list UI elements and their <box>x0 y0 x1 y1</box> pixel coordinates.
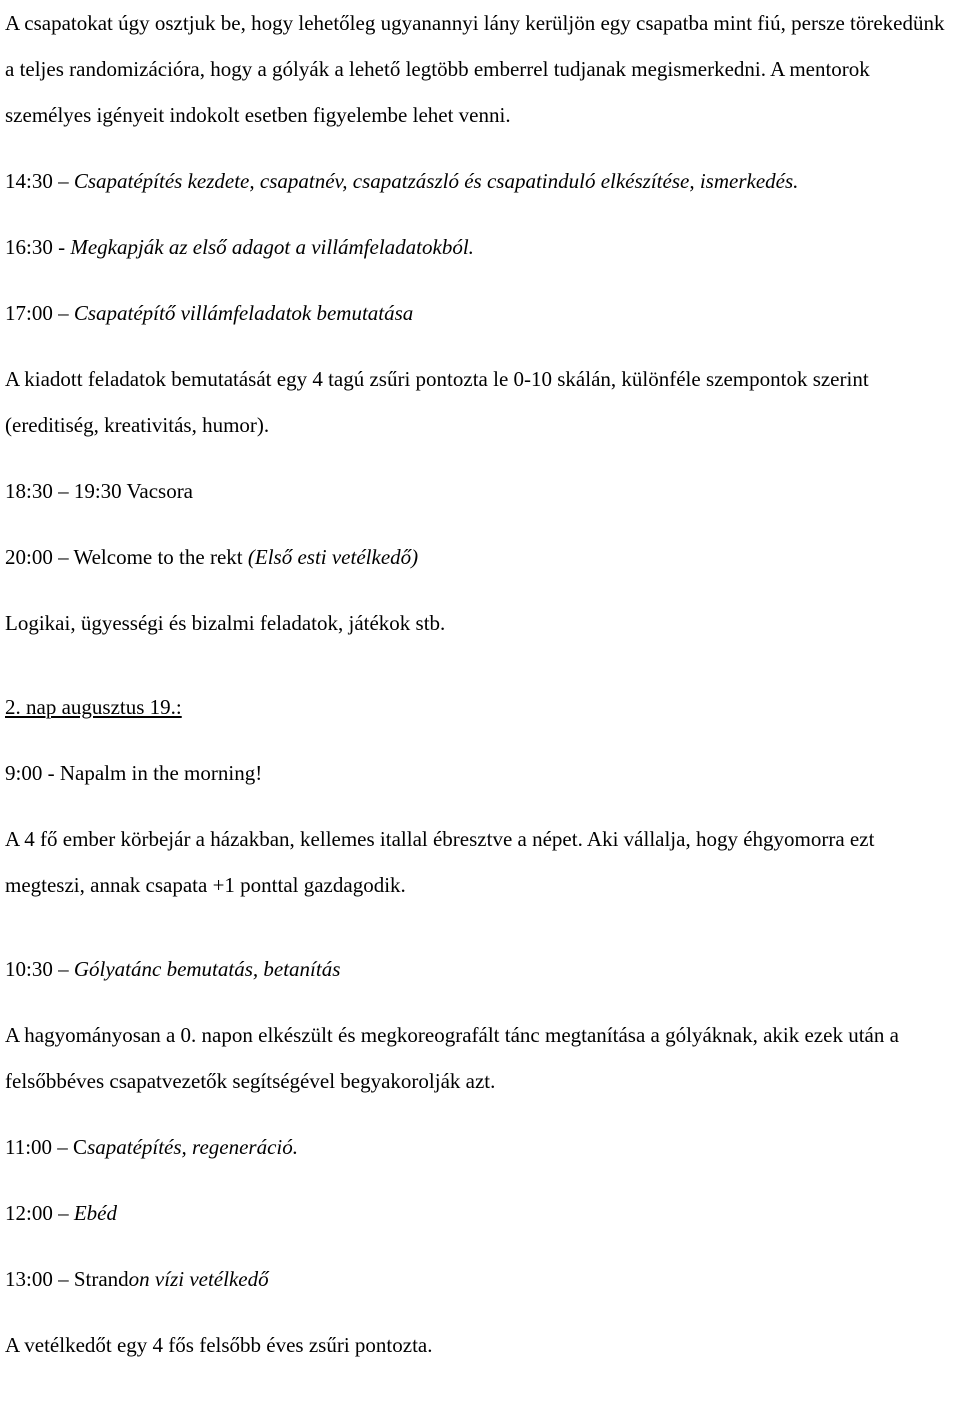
time-1700: 17:00 – <box>5 301 74 325</box>
welcome-time: 20:00 – Welcome to the rekt <box>5 545 248 569</box>
dance-time: 10:30 – <box>5 957 74 981</box>
judging-paragraph: A kiadott feladatok bemutatását egy 4 tagú zsűri pontozta le 0-10 skálán, különféle szempontok szerint (ereditiség, kreativitás, humor). <box>5 367 869 437</box>
lunch-time: 12:00 – <box>5 1201 74 1225</box>
napalm-line: 9:00 - Napalm in the morning! <box>5 761 263 785</box>
dance-title: Gólyatánc bemutatás, betanítás <box>73 957 341 981</box>
schedule-item-1630 <box>5 224 955 270</box>
intro-paragraph: A csapatokat úgy osztjuk be, hogy lehetőleg ugyanannyi lány kerüljön egy csapatba mint fiú, persze törekedünk a teljes randomizációra, hogy a gólyák a lehető legtöbb emberrel tudjanak megismerkedni. A mentorok személyes igényeit indokolt esetben figyelembe lehet venni. <box>5 11 945 127</box>
activity-1700: Csapatépítő villámfeladatok bemutatása <box>73 301 414 325</box>
beach-description: A vetélkedőt egy 4 fős felsőbb éves zsűri pontozta. <box>5 1333 433 1357</box>
activity-1430: Csapatépítés kezdete, csapatnév, csapatzászló és csapatinduló elkészítése, ismerkedés. <box>73 169 799 193</box>
napalm-description: A 4 fő ember körbejár a házakban, kellemes itallal ébresztve a népet. Aki vállalja, hogy éhgyomorra ezt megteszi, annak csapata +1 ponttal gazdagodik. <box>5 827 875 897</box>
schedule-item-1430 <box>5 158 955 204</box>
logic-line: Logikai, ügyességi és bizalmi feladatok, játékok stb. <box>5 611 446 635</box>
time-1630: 16:30 - <box>5 235 71 259</box>
beach-time: 13:00 – Strand <box>5 1267 129 1291</box>
day2-heading: 2. nap augusztus 19.: <box>5 695 182 719</box>
regen-time: 11:00 – C <box>5 1135 88 1159</box>
activity-1630: Megkapják az első adagot a villámfeladatokból. <box>70 235 474 259</box>
lunch-line <box>5 1190 955 1236</box>
document-page <box>5 0 955 1368</box>
regen-line <box>5 1124 955 1170</box>
beach-title: on vízi vetélkedő <box>128 1267 269 1291</box>
time-1430: 14:30 – <box>5 169 74 193</box>
dance-description: A hagyományosan a 0. napon elkészült és megkoreografált tánc megtanítása a gólyáknak, akik ezek után a felsőbbéves csapatvezetők segítségével begyakorolják azt. <box>5 1023 899 1093</box>
beach-line <box>5 1256 955 1302</box>
regen-title: sapatépítés, regeneráció. <box>87 1135 298 1159</box>
dinner-line: 18:30 – 19:30 Vacsora <box>5 479 194 503</box>
welcome-note: (Első esti vetélkedő) <box>247 545 419 569</box>
lunch-title: Ebéd <box>73 1201 117 1225</box>
welcome-line <box>5 534 955 580</box>
schedule-item-1700 <box>5 290 955 336</box>
dance-line <box>5 946 955 992</box>
